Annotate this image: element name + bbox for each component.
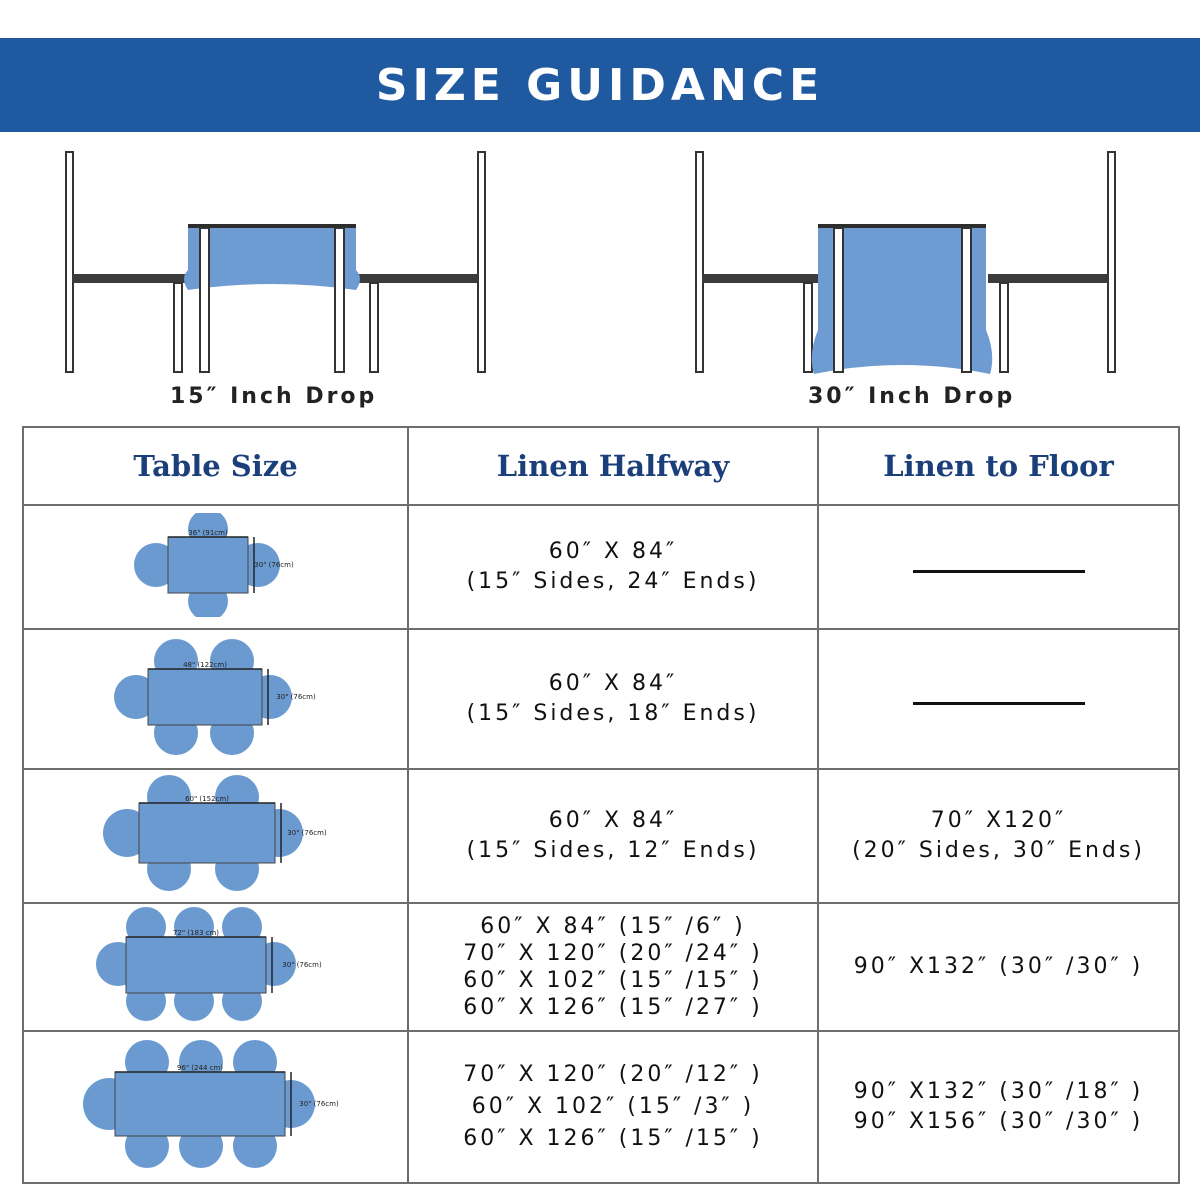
halfway-sizes: 60″ X 84″ (15″ /6″ ) 70″ X 120″ (20″ /24″ ) 60″ X 102″ (15″ /15″ ) 60″ X 126″ (15″ /27″ ) (463, 914, 763, 1020)
table-diagram-cell (23, 769, 408, 903)
table-diagram-48 (106, 637, 326, 757)
floor-cell (818, 769, 1179, 903)
header-linen-to-floor: Linen to Floor (818, 427, 1179, 505)
width-label: 30" (76cm) (286, 829, 327, 837)
table-diagram-96 (81, 1040, 351, 1170)
table-row (23, 769, 1179, 903)
floor-cell (818, 903, 1179, 1031)
floor-sizes: 90″ X132″ (30″ /30″ ) (853, 954, 1144, 979)
width-label: 30" (76cm) (253, 561, 294, 569)
floor-cell (818, 505, 1179, 629)
drop-label-30: 30″ Inch Drop (808, 384, 1016, 409)
width-label: 30" (76cm) (298, 1100, 339, 1108)
drop-label-15: 15″ Inch Drop (170, 384, 378, 409)
size-table (22, 426, 1180, 1184)
floor-cell (818, 1031, 1179, 1183)
length-label: 36" (91cm) (187, 529, 228, 537)
halfway-cell (408, 1031, 818, 1183)
halfway-sizes: 60″ X 84″ (15″ Sides, 24″ Ends) (466, 539, 760, 594)
table-diagram-72 (96, 907, 336, 1023)
table-row (23, 1031, 1179, 1183)
table-diagram-cell (23, 505, 408, 629)
table-diagram-cell (23, 1031, 408, 1183)
floor-sizes: 70″ X120″ (20″ Sides, 30″ Ends) (852, 808, 1145, 863)
halfway-cell (408, 769, 818, 903)
length-label: 72" (183 cm) (172, 929, 219, 937)
halfway-cell (408, 505, 818, 629)
header-table-size: Table Size (23, 427, 408, 505)
drop-illustration-15 (60, 140, 500, 380)
table-row (23, 505, 1179, 629)
drop-illustration-30 (690, 140, 1130, 380)
halfway-cell (408, 903, 818, 1031)
floor-sizes: 90″ X132″ (30″ /18″ ) 90″ X156″ (30″ /30″ ) (853, 1079, 1144, 1134)
header-linen-halfway: Linen Halfway (408, 427, 818, 505)
not-available-dash (913, 702, 1085, 705)
halfway-sizes: 70″ X 120″ (20″ /12″ ) 60″ X 102″ (15″ /3″ ) 60″ X 126″ (15″ /15″ ) (463, 1062, 763, 1151)
length-label: 60" (152cm) (184, 795, 229, 803)
halfway-cell (408, 629, 818, 769)
halfway-sizes: 60″ X 84″ (15″ Sides, 18″ Ends) (466, 671, 760, 726)
halfway-sizes: 60″ X 84″ (15″ Sides, 12″ Ends) (466, 808, 760, 863)
table-header-row (23, 427, 1179, 505)
length-label: 96" (244 cm) (176, 1064, 223, 1072)
table-diagram-36 (116, 513, 316, 617)
table-diagram-cell (23, 629, 408, 769)
table-diagram-60 (101, 775, 331, 893)
table-diagram-cell (23, 903, 408, 1031)
page-title: SIZE GUIDANCE (375, 59, 825, 111)
floor-cell (818, 629, 1179, 769)
table-row (23, 629, 1179, 769)
width-label: 30" (76cm) (281, 961, 322, 969)
length-label: 48" (122cm) (182, 661, 227, 669)
not-available-dash (913, 570, 1085, 573)
table-row (23, 903, 1179, 1031)
width-label: 30" (76cm) (275, 693, 316, 701)
title-banner (0, 38, 1200, 132)
